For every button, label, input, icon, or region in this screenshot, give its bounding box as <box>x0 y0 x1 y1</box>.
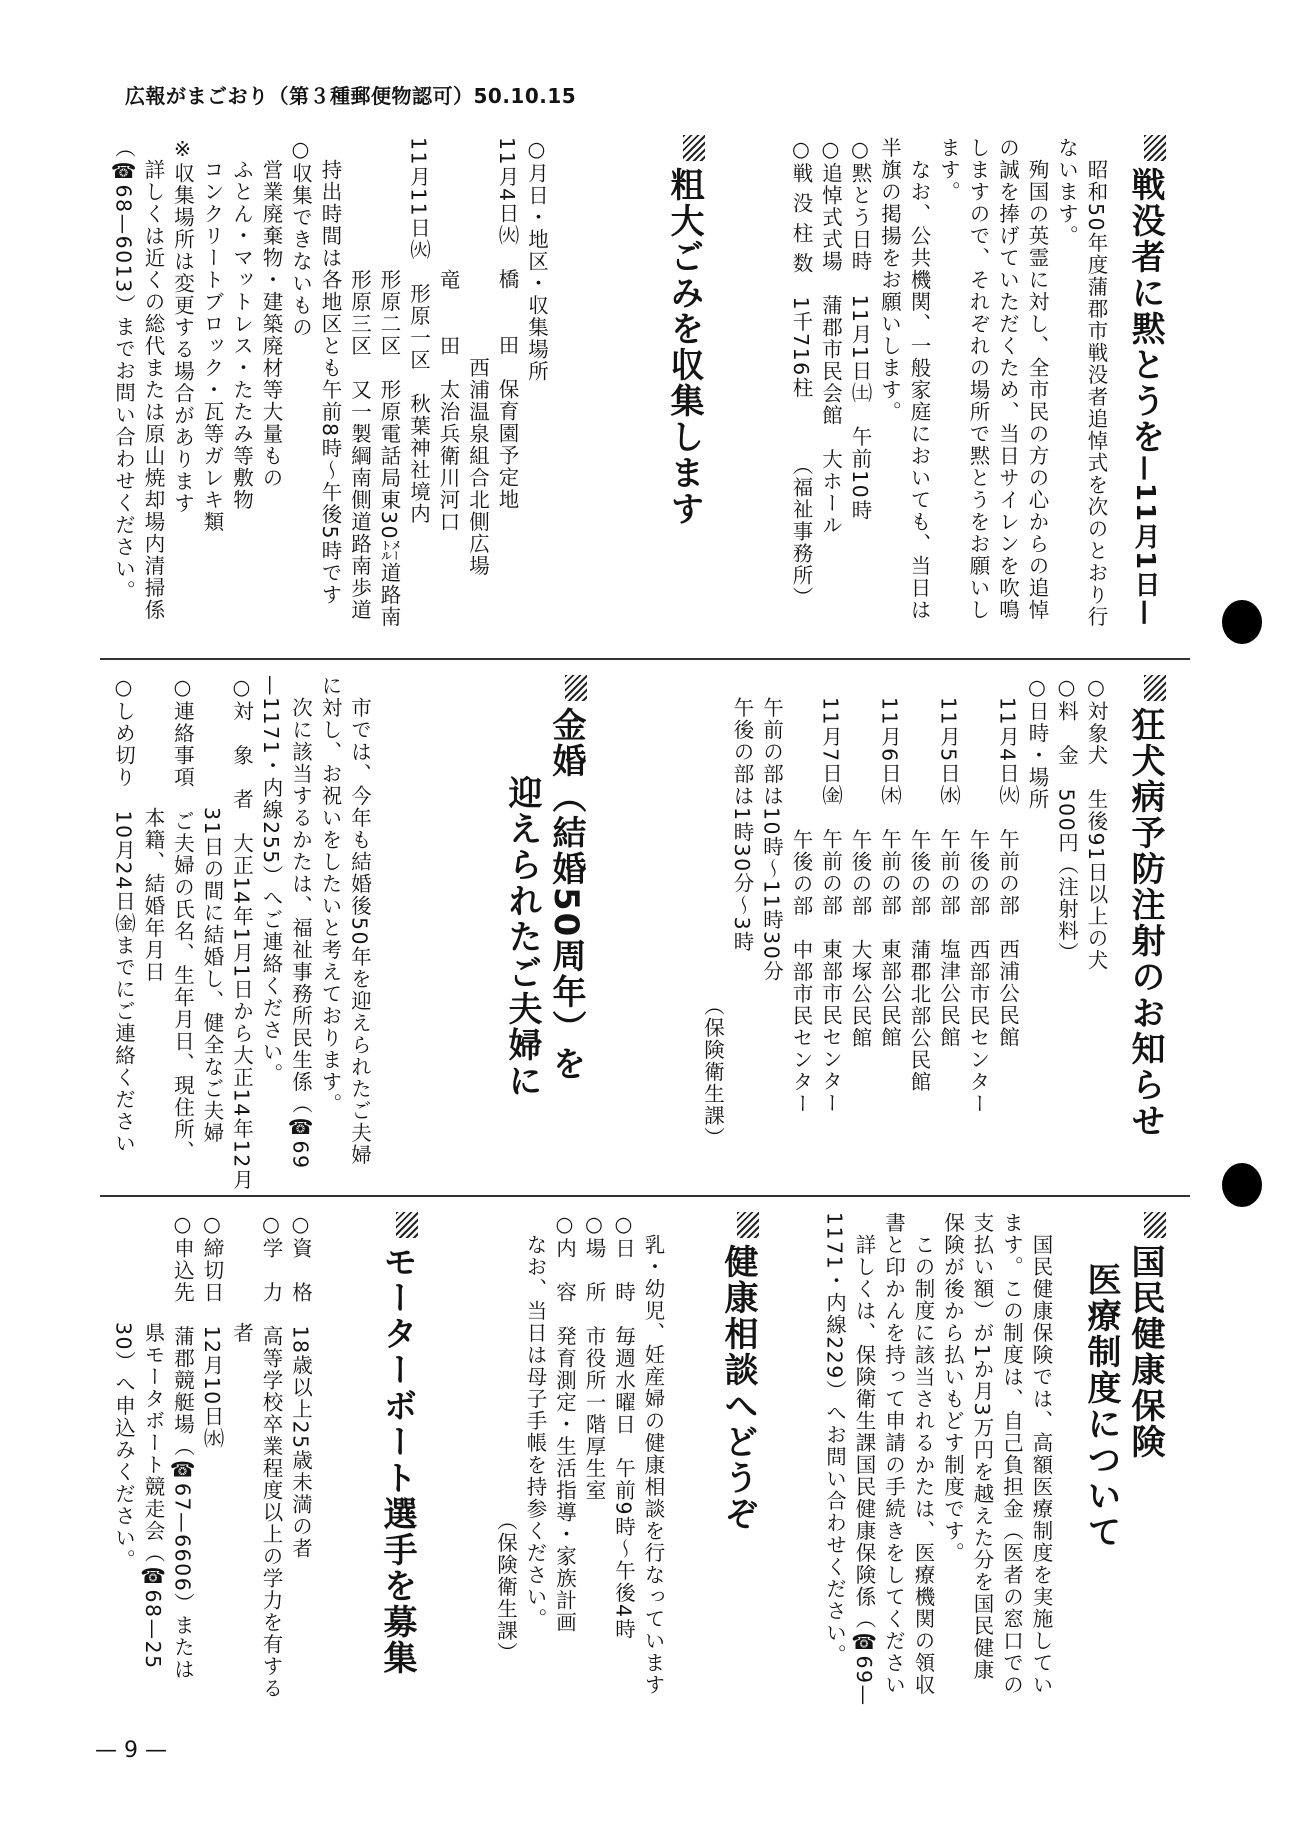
text-line: ○収集できないもの <box>288 137 313 339</box>
text-line: 午後の部は1時30分〜3時 <box>730 675 754 954</box>
text-line: 午後の部 蒲郡北部公民館 <box>907 675 931 1093</box>
text-line: 持出時間は各地区とも午前8時〜午後5時です <box>318 137 342 607</box>
text-line: 本籍、結婚年月日 <box>141 675 165 983</box>
text-line: ○月日・地区・収集場所 <box>524 137 549 383</box>
text-line: なお、公共機関、一般家庭においても、当日は <box>907 137 931 621</box>
text-line: ○日 時 毎週水曜日 午前9時〜午後4時 <box>611 1212 636 1641</box>
hatch-mark <box>1144 135 1166 161</box>
text-line: 11月4日㈫ 橋 田 保育園予定地 <box>495 137 519 511</box>
text-line: 形原二区 形原電話局東30㍍道路南 <box>377 137 401 629</box>
text-line: 午後の部 中部市民センター <box>789 675 813 1115</box>
text-line: この制度に該当されるかたは、医療機関の領収 <box>911 1212 935 1696</box>
text-line: —1171・内線255）へご連絡ください。 <box>259 675 283 1085</box>
text-line: ○追悼式式場 蒲郡市民会館 大ホール <box>818 137 843 537</box>
text-line: 午前の部は10時〜11時30分 <box>759 675 784 983</box>
divider-middle <box>100 1195 1190 1197</box>
punch-hole <box>1222 600 1262 644</box>
text-line: 半旗の掲揚をお願いします。 <box>877 137 902 423</box>
text-line: 書と印かんを持って申請の手続きをしてください <box>881 1212 906 1696</box>
text-line: しますので、それぞれの場所で黙とうをお願いし <box>966 137 990 621</box>
page-header: 広報がまごおり（第３種郵便物認可）50.10.15 <box>125 84 577 108</box>
section-body-kinkon <box>108 675 374 1191</box>
text-line: なお、当日は母子手帳を持参ください。 <box>523 1212 547 1630</box>
text-line: 市では、今年も結婚後50年を迎えられたご夫婦 <box>347 675 372 1167</box>
section-title-kinkon: 金婚（結婚50周年）を 迎えられたご夫婦に <box>500 675 588 1099</box>
section-title-motorboat: モーターボート選手を募集 <box>375 1212 419 1676</box>
text-line: 30）へ申込みください。 <box>111 1212 136 1572</box>
text-line: ○しめ切り 10月24日㈮までにご連絡ください <box>111 675 136 1155</box>
punch-hole <box>1222 1163 1262 1207</box>
section-body-kenkosodan <box>490 1212 667 1696</box>
text-line: 詳しくは近くの総代または原山焼却場内清掃係 <box>141 137 165 621</box>
page-number: — 9 — <box>95 1738 167 1763</box>
text-line: ○締切日 12月10日㈬ <box>200 1212 224 1450</box>
section-body-motorboat <box>108 1212 315 1700</box>
text-line: 殉国の英霊に対し、全市民の方の心からの追悼 <box>1025 137 1049 621</box>
section-title-kenkosodan: 健康相談へどうぞ <box>716 1212 760 1532</box>
section-title-kyokenbyo: 狂犬病予防注射のお知らせ <box>1123 675 1167 1139</box>
section-body-sengosha <box>786 137 1111 628</box>
text-line: ます。この制度は、自己負担金（医者の窓口での <box>999 1212 1024 1696</box>
text-line: 者 <box>229 1212 254 1344</box>
text-line: に対し、お祝いをしたいと考えております。 <box>318 675 342 1115</box>
text-line: 西浦温泉組合北側広場 <box>465 137 490 577</box>
text-line: 詳しくは、保険衛生課国民健康保険係（☎69— <box>852 1212 876 1707</box>
text-line: 昭和50年度蒲郡市戦没者追悼式を次のとおり行 <box>1084 137 1108 629</box>
text-line: 31日の間に結婚し、健全なご夫婦 <box>200 675 224 1145</box>
text-line: ※収集場所は変更する場合があります <box>170 137 195 515</box>
text-line: ます。 <box>936 137 961 203</box>
section-title-sodaigomi: 粗大ごみを収集します <box>662 135 706 527</box>
hatch-mark <box>737 1212 759 1238</box>
section-title-kokumin: 国民健康保険 医療制度について <box>1079 1212 1167 1550</box>
text-line: ○対象犬 生後91日以上の犬 <box>1084 675 1108 972</box>
text-line: ○料 金 500円（注射料） <box>1054 675 1079 965</box>
text-line: 1171・内線229）へお問い合わせください。 <box>822 1212 847 1666</box>
text-line: ○対 象 者 大正14年1月1日から大正14年12月 <box>229 675 254 1191</box>
hatch-mark <box>1144 675 1166 701</box>
hatch-mark <box>396 1212 418 1238</box>
text-line: ○戦 没 柱 数 1千716柱 （福祉事務所） <box>789 137 813 609</box>
text-line: 11月7日㈮ 午前の部 東部市民センター <box>818 675 843 1115</box>
text-line: 竜 田 太治兵衛川河口 <box>436 137 460 533</box>
text-line: 国民健康保険では、高額医療制度を実施してい <box>1029 1212 1053 1696</box>
text-line: ○日時・場所 <box>1025 675 1049 811</box>
text-line: 11月11日㈫ 形原一区 秋葉神社境内 <box>406 137 431 526</box>
text-line: （保険衛生課） <box>700 675 725 1149</box>
text-line: ないます。 <box>1054 137 1079 247</box>
section-body-kyokenbyo <box>697 675 1110 1149</box>
text-line: （保険衛生課） <box>493 1212 518 1664</box>
text-line: （☎68—6013）までお問い合わせください。 <box>111 137 136 602</box>
text-line: 形原三区 又一製綱南側道路南歩道 <box>347 137 372 621</box>
section-body-kokumin <box>819 1212 1055 1707</box>
section-title-sengosha: 戦没者に黙とうを—11月1日— <box>1123 135 1167 627</box>
text-line: 支払い額）が1か月3万円を越えた分を国民健康 <box>970 1212 994 1682</box>
text-line: ○学 力 高等学校卒業程度以上の学力を有する <box>259 1212 283 1700</box>
text-line: の誠を捧げていただくため、当日サイレンを吹鳴 <box>995 137 1020 621</box>
divider-top <box>100 658 1190 660</box>
text-line: ○申込先 蒲郡競艇場（☎67—6606）または <box>170 1212 195 1681</box>
section-body-sodaigomi <box>108 137 551 628</box>
hatch-mark <box>683 135 705 161</box>
text-line: 乳・幼児、妊産婦の健康相談を行なっています <box>641 1212 665 1696</box>
text-line: 11月4日㈫ 午前の部 西浦公民館 <box>995 675 1020 1049</box>
text-line: 午後の部 大塚公民館 <box>848 675 872 1049</box>
text-line: 次に該当するかたは、福祉事務所民生係（☎69 <box>288 675 313 1170</box>
text-line: 午後の部 西部市民センター <box>966 675 990 1115</box>
text-line: ○場 所 市役所一階厚生室 <box>582 1212 606 1502</box>
text-line: 11月6日㈭ 午前の部 東部公民館 <box>877 675 902 1049</box>
text-line: 県モータボート競走会（☎68—25 <box>141 1212 165 1670</box>
text-line: ○連絡事項 ご夫婦の氏名、生年月日、現住所、 <box>170 675 195 1163</box>
text-line: 11月5日㈬ 午前の部 塩津公民館 <box>936 675 961 1049</box>
text-line: ○黙とう日時 11月1日㈯ 午前10時 <box>848 137 872 522</box>
hatch-mark <box>565 675 587 701</box>
text-line: 保険が後から払いもどす制度です。 <box>940 1212 965 1564</box>
text-line: ○内 容 発育測定・生活指導・家族計画 <box>552 1212 577 1634</box>
text-line: ふとん・マットレス・たたみ等敷物 <box>229 137 254 511</box>
text-line: コンクリートブロック・瓦等ガレキ類 <box>200 137 224 533</box>
hatch-mark <box>1144 1212 1166 1238</box>
text-line: 営業廃棄物・建築廃材等大量もの <box>259 137 283 489</box>
text-line: ○資 格 18歳以上25歳未満の者 <box>288 1212 313 1560</box>
